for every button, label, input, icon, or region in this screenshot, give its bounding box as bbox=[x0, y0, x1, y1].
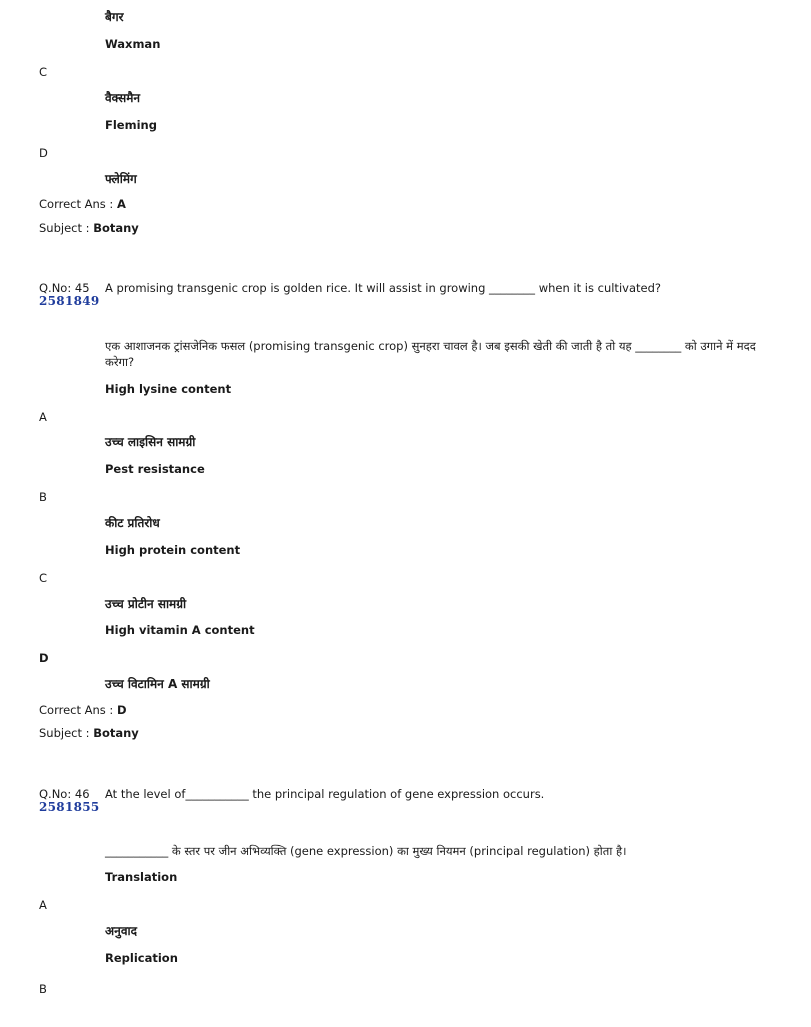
q45-option-b-hindi: कीट प्रतिरोध bbox=[105, 516, 160, 530]
q45-number: Q.No: 45 bbox=[39, 281, 90, 295]
prev-option-d-hindi: फ्लेमिंग bbox=[105, 172, 137, 186]
q45-option-a-label: A bbox=[39, 410, 47, 424]
q45-subject bbox=[39, 726, 139, 740]
q46-option-a-label: A bbox=[39, 898, 47, 912]
prev-option-c-english: Waxman bbox=[105, 37, 161, 51]
q45-text-english: A promising transgenic crop is golden rice. It will assist in growing ________ when it is cultivated? bbox=[105, 281, 661, 295]
q45-id: 2581849 bbox=[39, 294, 100, 308]
prev-subject bbox=[39, 221, 139, 235]
prev-option-d-english: Fleming bbox=[105, 118, 157, 132]
q45-option-c-english: High protein content bbox=[105, 543, 241, 557]
q45-option-d-label: D bbox=[39, 651, 49, 665]
q45-option-c-label: C bbox=[39, 571, 48, 585]
q45-text-hindi: एक आशाजनक ट्रांसजेनिक फसल (promising transgenic crop) सुनहरा चावल है। जब इसकी खेती की जाती है तो यह ________ को उगाने में मदद करेगा? bbox=[105, 339, 756, 369]
q45-option-a-hindi: उच्च लाइसिन सामग्री bbox=[105, 435, 196, 449]
q45-option-a-english: High lysine content bbox=[105, 382, 232, 396]
q45-correct-answer bbox=[39, 703, 127, 717]
q46-option-a-hindi: अनुवाद bbox=[105, 924, 137, 938]
q46-text-english: At the level of___________ the principal regulation of gene expression occurs. bbox=[105, 787, 545, 801]
subject-value: Botany bbox=[93, 726, 139, 740]
q46-number: Q.No: 46 bbox=[39, 787, 90, 801]
subject-label: Subject : bbox=[39, 726, 94, 740]
correct-answer-label: Correct Ans : bbox=[39, 703, 117, 717]
q46-option-b-english: Replication bbox=[105, 951, 178, 965]
q45-option-c-hindi: उच्च प्रोटीन सामग्री bbox=[105, 597, 187, 611]
q46-option-b-label: B bbox=[39, 982, 47, 996]
q46-option-a-english: Translation bbox=[105, 870, 178, 884]
q46-text-hindi: ___________ के स्तर पर जीन अभिव्यक्ति (gene expression) का मुख्य नियमन (principal regulation) होता है। bbox=[105, 844, 627, 858]
q45-option-d-hindi: उच्च विटामिन A सामग्री bbox=[105, 677, 210, 691]
prev-correct-answer bbox=[39, 197, 126, 211]
q45-option-b-english: Pest resistance bbox=[105, 462, 205, 476]
prev-option-b-hindi: बैगर bbox=[105, 10, 124, 24]
prev-option-c-hindi: वैक्समैन bbox=[105, 91, 141, 105]
prev-option-d-label: D bbox=[39, 146, 48, 160]
prev-option-c-label: C bbox=[39, 65, 48, 79]
correct-answer-value: A bbox=[116, 197, 126, 211]
q45-option-d-english: High vitamin A content bbox=[105, 623, 255, 637]
subject-value: Botany bbox=[93, 221, 139, 235]
subject-label: Subject : bbox=[39, 221, 94, 235]
q45-option-b-label: B bbox=[39, 490, 47, 504]
correct-answer-label: Correct Ans : bbox=[39, 197, 117, 211]
correct-answer-value: D bbox=[116, 703, 127, 717]
q46-id: 2581855 bbox=[39, 800, 100, 814]
